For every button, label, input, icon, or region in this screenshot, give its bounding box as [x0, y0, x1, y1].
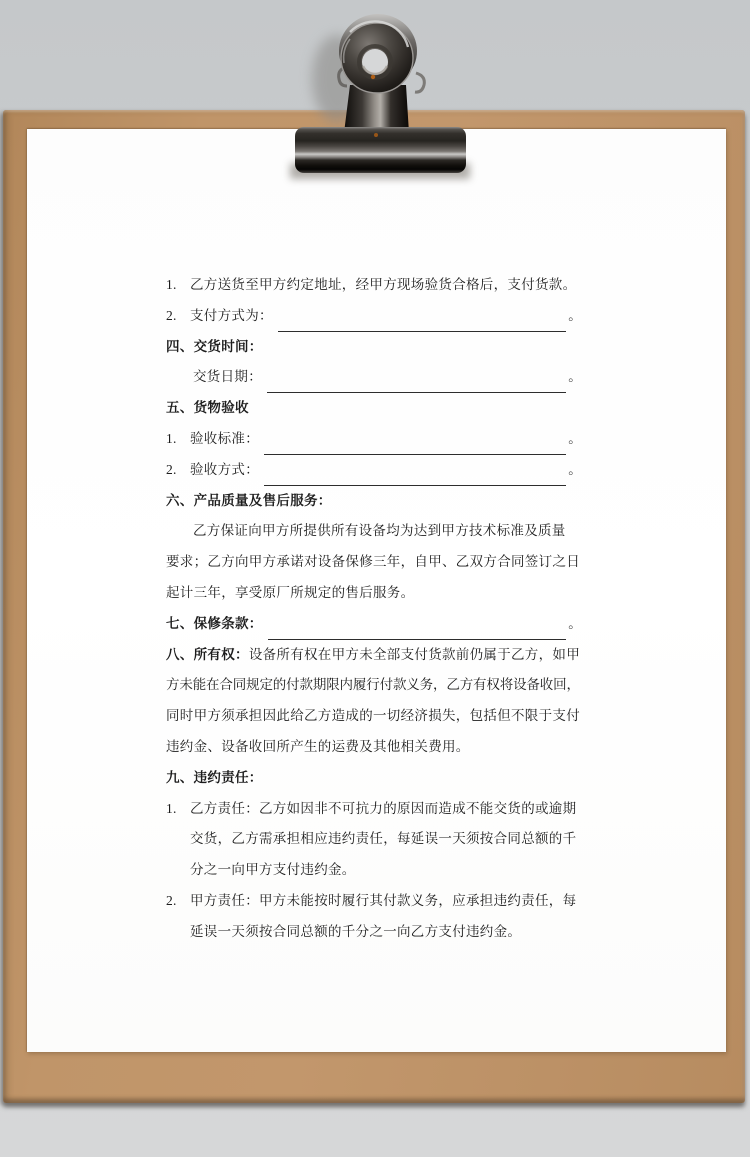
clause4-heading: 四、交货时间： — [166, 338, 263, 354]
clip-bar — [295, 127, 466, 173]
blank-underline — [268, 615, 567, 640]
clause8-line2: 方未能在合同规定的付款期限内履行付款义务，乙方有权将设备收回， — [166, 677, 580, 693]
clause5-item-2 — [166, 455, 582, 486]
clause4-date-row — [166, 362, 582, 393]
paper-sheet — [27, 129, 726, 1052]
clause8-text: 设备所有权在甲方未全部支付货款前仍属于乙方，如甲 — [248, 646, 581, 662]
period-mark: 。 — [568, 307, 582, 323]
item-number: 1. — [166, 800, 177, 816]
clause6-heading: 六、产品质量及售后服务： — [166, 492, 332, 508]
item-number: 1. — [166, 277, 177, 292]
item-text: 乙方责任：乙方如因非不可抗力的原因而造成不能交货的或逾期 — [190, 800, 577, 816]
clause7-row — [166, 609, 582, 640]
clause5-item-1 — [166, 424, 582, 455]
clause6-para-line3: 起计三年，享受原厂所规定的售后服务。 — [166, 584, 415, 600]
blank-underline — [264, 430, 566, 455]
clipboard-board — [3, 110, 745, 1103]
clip-hook-right — [415, 73, 424, 92]
item-number: 2. — [166, 892, 177, 908]
clip-rivet-dot — [374, 133, 378, 137]
item-number: 2. — [166, 461, 177, 477]
item-text: 甲方责任：甲方未能按时履行其付款义务，应承担违约责任，每 — [190, 892, 577, 908]
clause9-item-2-line2: 延误一天须按合同总额的千分之一向乙方支付违约金。 — [190, 923, 522, 939]
item-text: 乙方送货至甲方约定地址，经甲方现场验货合格后，支付货款。 — [190, 277, 577, 292]
clause7-heading: 七、保修条款： — [166, 615, 263, 631]
clause9-item-1-line3: 分之一向甲方支付违约金。 — [190, 862, 356, 878]
clause3-item-2 — [166, 301, 582, 332]
blank-underline — [278, 307, 566, 332]
field-label: 验收标准： — [190, 430, 259, 446]
clause8-line3: 同时甲方须承担因此给乙方造成的一切经济损失，包括但不限于支付 — [166, 708, 580, 724]
contract-text — [166, 270, 582, 948]
period-mark: 。 — [568, 369, 582, 385]
item-number: 1. — [166, 430, 177, 446]
clause6-para-line2: 要求；乙方向甲方承诺对设备保修三年，自甲、乙双方合同签订之日 — [166, 554, 580, 570]
clause5-heading: 五、货物验收 — [166, 400, 249, 416]
field-label: 验收方式： — [190, 461, 259, 477]
clause8-heading: 八、所有权： — [166, 646, 249, 662]
field-label: 支付方式为： — [190, 307, 273, 323]
period-mark: 。 — [568, 430, 582, 446]
field-label: 交货日期： — [193, 369, 262, 385]
clause9-item-2-line1 — [166, 886, 582, 917]
clause8-line4: 违约金、设备收回所产生的运费及其他相关费用。 — [166, 738, 470, 754]
blank-underline — [264, 461, 566, 486]
clip-orange-reflection — [371, 75, 375, 79]
clause6-para-line1: 乙方保证向甲方所提供所有设备均为达到甲方技术标准及质量 — [193, 523, 566, 539]
clause9-item-1-line2: 交货，乙方需承担相应违约责任，每延误一天须按合同总额的千 — [190, 831, 577, 847]
period-mark: 。 — [568, 615, 582, 631]
binder-clip — [280, 5, 480, 195]
clause8-line1 — [166, 640, 582, 671]
blank-underline — [267, 368, 566, 393]
clause9-heading: 九、违约责任： — [166, 769, 263, 785]
clause9-item-1-line1 — [166, 794, 582, 825]
clause3-item-1 — [166, 270, 582, 301]
item-number: 2. — [166, 307, 177, 323]
period-mark: 。 — [568, 461, 582, 477]
